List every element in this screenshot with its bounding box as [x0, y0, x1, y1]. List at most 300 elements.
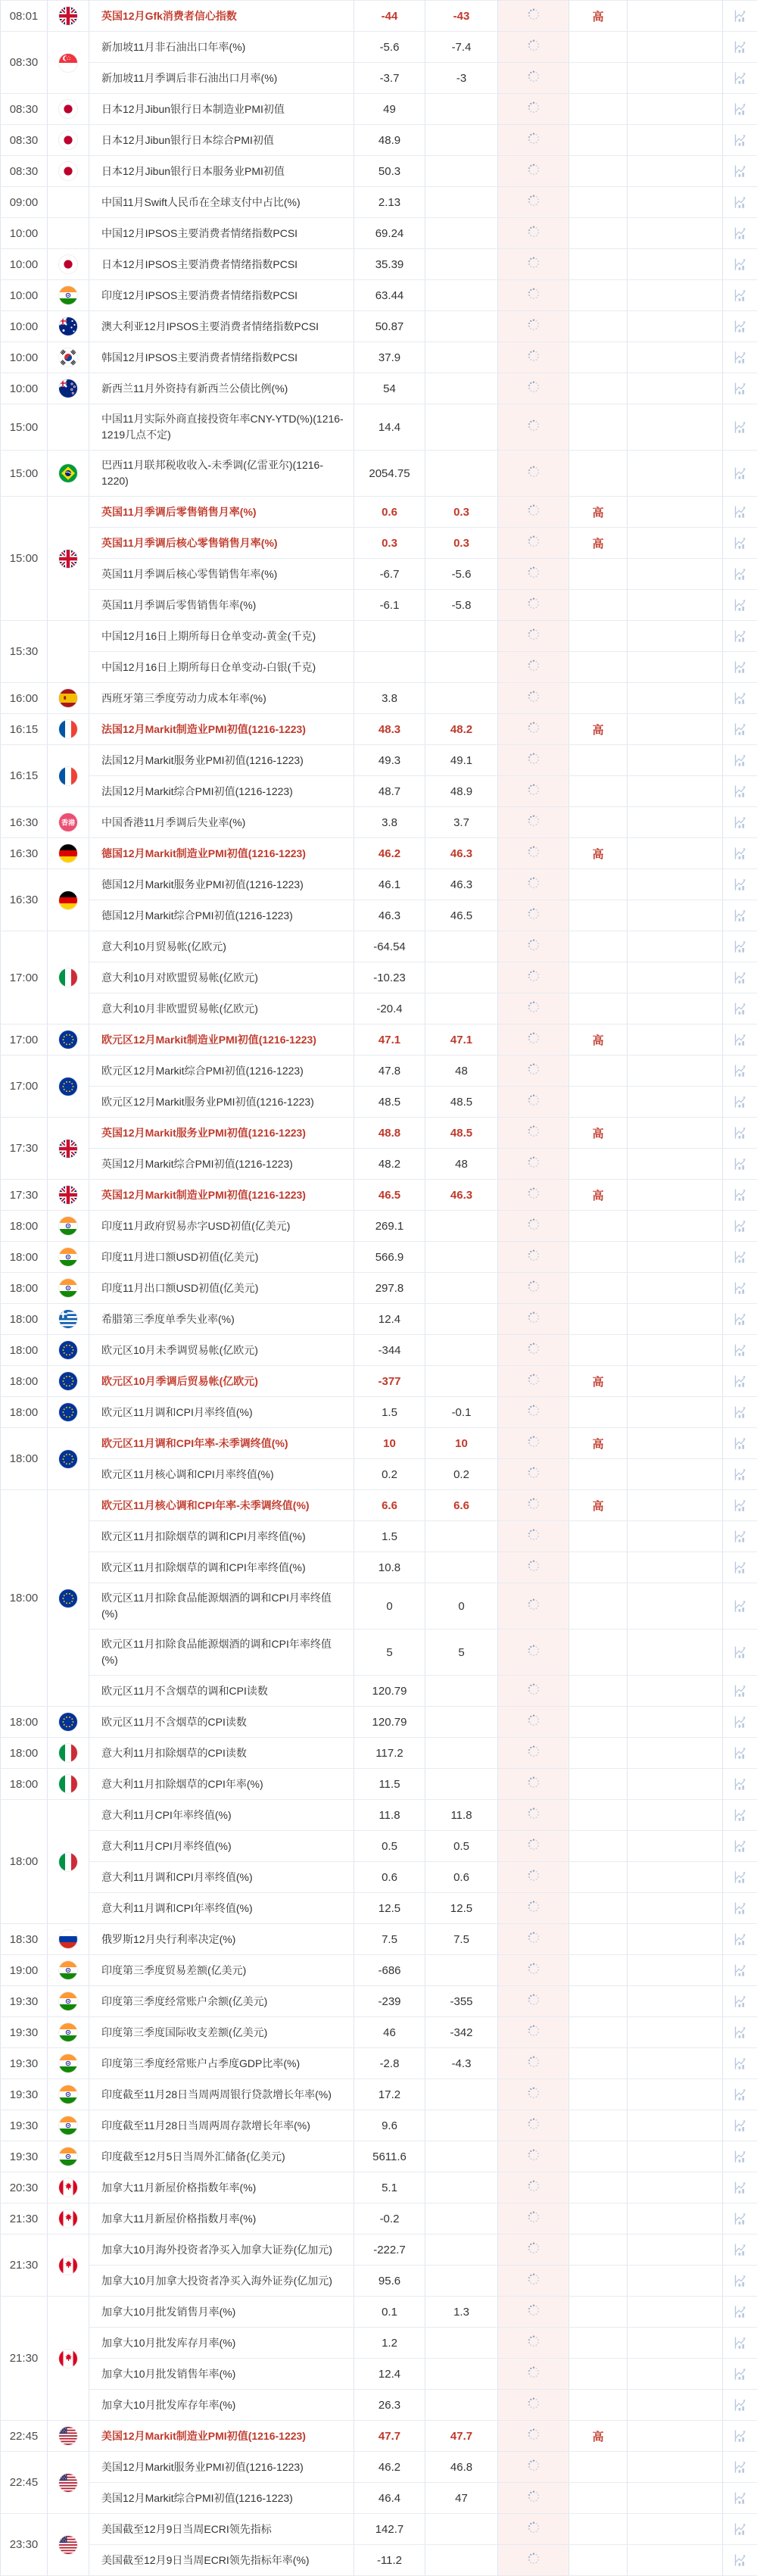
chart-button[interactable]	[733, 1001, 748, 1016]
chart-button[interactable]	[733, 1280, 748, 1296]
loading-spinner-icon	[527, 1598, 540, 1615]
loading-spinner-icon	[527, 1031, 540, 1049]
importance-badge	[569, 1149, 628, 1180]
chart-button[interactable]	[733, 1932, 748, 1947]
trend-cell	[628, 2266, 723, 2297]
chart-button[interactable]	[733, 1374, 748, 1389]
chart-button[interactable]	[733, 1405, 748, 1420]
importance-badge	[569, 1273, 628, 1304]
trend-cell	[628, 1397, 723, 1428]
importance-badge	[569, 125, 628, 156]
line-chart-icon	[733, 1343, 748, 1358]
previous-value: 0	[354, 1583, 425, 1629]
actual-value-pending-cell	[498, 869, 569, 900]
importance-badge	[569, 2266, 628, 2297]
country-flag-cell	[48, 2110, 89, 2141]
actual-value-pending-cell	[498, 590, 569, 621]
chart-button[interactable]	[733, 466, 748, 481]
trend-cell	[628, 156, 723, 187]
forecast-value: 48	[425, 1149, 498, 1180]
event-row	[1, 931, 757, 962]
trend-cell	[628, 2359, 723, 2390]
event-time: 15:30	[1, 621, 48, 683]
event-time: 18:00	[1, 1769, 48, 1800]
chart-button[interactable]	[733, 2087, 748, 2102]
chart-button[interactable]	[733, 660, 748, 675]
country-flag-cell	[48, 94, 89, 125]
chart-button[interactable]	[733, 257, 748, 272]
importance-badge: 高	[569, 2421, 628, 2452]
chart-button[interactable]	[733, 1870, 748, 1885]
importance-badge	[569, 962, 628, 993]
chart-cell	[723, 1024, 757, 1056]
chart-cell	[723, 1955, 757, 1986]
chart-button[interactable]	[733, 1645, 748, 1660]
chart-button[interactable]	[733, 1807, 748, 1823]
chart-button[interactable]	[733, 908, 748, 923]
loading-spinner-icon	[527, 1714, 540, 1731]
line-chart-icon	[733, 970, 748, 985]
forecast-value: 48.2	[425, 714, 498, 745]
event-row	[1, 1583, 757, 1629]
event-row	[1, 838, 757, 869]
loading-spinner-icon	[527, 690, 540, 707]
chart-button[interactable]	[733, 1125, 748, 1140]
country-flag-cell	[48, 497, 89, 621]
chart-button[interactable]	[733, 164, 748, 179]
line-chart-icon	[733, 691, 748, 706]
chart-button[interactable]	[733, 2490, 748, 2506]
event-row	[1, 1087, 757, 1118]
actual-value-pending-cell	[498, 2141, 569, 2172]
chart-cell	[723, 2328, 757, 2359]
chart-button[interactable]	[733, 1745, 748, 1760]
flag-in-icon	[59, 2054, 77, 2072]
chart-button[interactable]	[733, 846, 748, 861]
event-name: 中国11月实际外商直接投资年率CNY-YTD(%)(1216-1219几点不定)	[89, 404, 354, 451]
actual-value-pending-cell	[498, 125, 569, 156]
chart-button[interactable]	[733, 39, 748, 55]
event-name: 美国12月Markit制造业PMI初值(1216-1223)	[89, 2421, 354, 2452]
event-time: 22:45	[1, 2452, 48, 2514]
previous-value: 48.5	[354, 1087, 425, 1118]
chart-button[interactable]	[733, 877, 748, 892]
previous-value: 46.1	[354, 869, 425, 900]
line-chart-icon	[733, 2428, 748, 2443]
event-name: 德国12月Markit服务业PMI初值(1216-1223)	[89, 869, 354, 900]
line-chart-icon	[733, 1374, 748, 1389]
previous-value: 48.2	[354, 1149, 425, 1180]
line-chart-icon	[733, 1683, 748, 1698]
line-chart-icon	[733, 1125, 748, 1140]
chart-button[interactable]	[733, 1249, 748, 1265]
flag-de-icon	[59, 891, 77, 909]
chart-button[interactable]	[733, 2211, 748, 2226]
chart-button[interactable]	[733, 2428, 748, 2443]
chart-button[interactable]	[733, 2025, 748, 2040]
event-name: 欧元区12月Markit制造业PMI初值(1216-1223)	[89, 1024, 354, 1056]
flag-hk-icon	[59, 813, 77, 831]
chart-button[interactable]	[733, 1994, 748, 2009]
chart-button[interactable]	[733, 2118, 748, 2133]
importance-badge: 高	[569, 1180, 628, 1211]
chart-button[interactable]	[733, 597, 748, 613]
chart-button[interactable]	[733, 722, 748, 737]
chart-cell	[723, 559, 757, 590]
trend-cell	[628, 683, 723, 714]
importance-badge	[569, 2297, 628, 2328]
actual-value-pending-cell	[498, 528, 569, 559]
event-time: 10:00	[1, 373, 48, 404]
chart-cell	[723, 1800, 757, 1831]
importance-badge	[569, 869, 628, 900]
chart-button[interactable]	[733, 1776, 748, 1792]
flag-it-icon	[59, 1744, 77, 1762]
chart-button[interactable]	[733, 1343, 748, 1358]
previous-value: 48.3	[354, 714, 425, 745]
chart-button[interactable]	[733, 1498, 748, 1513]
actual-value-pending-cell	[498, 94, 569, 125]
loading-spinner-icon	[527, 70, 540, 87]
line-chart-icon	[733, 1932, 748, 1947]
chart-button[interactable]	[733, 2304, 748, 2319]
previous-value: 47.7	[354, 2421, 425, 2452]
chart-button[interactable]	[733, 628, 748, 644]
flag-eu-icon	[59, 1031, 77, 1049]
loading-spinner-icon	[527, 1311, 540, 1328]
importance-badge	[569, 2328, 628, 2359]
forecast-value: 0.5	[425, 1831, 498, 1862]
forecast-value: 5	[425, 1629, 498, 1676]
trend-cell	[628, 63, 723, 94]
line-chart-icon	[733, 597, 748, 613]
event-time: 16:30	[1, 838, 48, 869]
actual-value-pending-cell	[498, 2390, 569, 2421]
loading-spinner-icon	[527, 1497, 540, 1514]
chart-button[interactable]	[733, 2397, 748, 2412]
loading-spinner-icon	[527, 256, 540, 273]
importance-badge: 高	[569, 528, 628, 559]
importance-badge: 高	[569, 714, 628, 745]
country-flag-cell	[48, 451, 89, 497]
trend-cell	[628, 1273, 723, 1304]
chart-button[interactable]	[733, 2242, 748, 2257]
chart-cell	[723, 1056, 757, 1087]
event-time: 16:30	[1, 807, 48, 838]
chart-button[interactable]	[733, 2273, 748, 2288]
line-chart-icon	[733, 1994, 748, 2009]
chart-button[interactable]	[733, 2180, 748, 2195]
chart-cell	[723, 652, 757, 683]
trend-cell	[628, 2172, 723, 2203]
importance-badge	[569, 2390, 628, 2421]
importance-badge	[569, 2545, 628, 2576]
event-name: 加拿大10月批发销售年率(%)	[89, 2359, 354, 2390]
loading-spinner-icon	[527, 876, 540, 893]
flag-in-icon	[59, 286, 77, 304]
line-chart-icon	[733, 1714, 748, 1729]
importance-badge	[569, 1242, 628, 1273]
flag-eu-icon	[59, 1589, 77, 1608]
loading-spinner-icon	[527, 419, 540, 436]
chart-button[interactable]	[733, 101, 748, 117]
chart-button[interactable]	[733, 2553, 748, 2568]
flag-eu-icon	[59, 1403, 77, 1421]
chart-button[interactable]	[733, 1714, 748, 1729]
actual-value-pending-cell	[498, 900, 569, 931]
chart-cell	[723, 218, 757, 249]
chart-button[interactable]	[733, 566, 748, 582]
previous-value: 11.8	[354, 1800, 425, 1831]
actual-value-pending-cell	[498, 156, 569, 187]
chart-button[interactable]	[733, 2149, 748, 2164]
event-row	[1, 2359, 757, 2390]
previous-value: 95.6	[354, 2266, 425, 2297]
chart-cell	[723, 1521, 757, 1552]
importance-badge	[569, 1831, 628, 1862]
forecast-value: -342	[425, 2017, 498, 2048]
chart-button[interactable]	[733, 1963, 748, 1978]
event-name: 新加坡11月季调后非石油出口月率(%)	[89, 63, 354, 94]
trend-cell	[628, 1800, 723, 1831]
forecast-value	[425, 94, 498, 125]
chart-cell	[723, 373, 757, 404]
trend-cell	[628, 621, 723, 652]
actual-value-pending-cell	[498, 63, 569, 94]
event-name: 印度第三季度国际收支差额(亿美元)	[89, 2017, 354, 2048]
flag-in-icon	[59, 1248, 77, 1266]
chart-button[interactable]	[733, 1311, 748, 1327]
chart-button[interactable]	[733, 2521, 748, 2537]
line-chart-icon	[733, 419, 748, 435]
chart-button[interactable]	[733, 70, 748, 86]
importance-badge	[569, 2110, 628, 2141]
chart-button[interactable]	[733, 1187, 748, 1202]
trend-cell	[628, 652, 723, 683]
loading-spinner-icon	[527, 2521, 540, 2538]
trend-cell	[628, 931, 723, 962]
trend-cell	[628, 1769, 723, 1800]
trend-cell	[628, 1118, 723, 1149]
flag-gb-icon	[59, 7, 77, 25]
loading-spinner-icon	[527, 814, 540, 831]
chart-button[interactable]	[733, 535, 748, 550]
loading-spinner-icon	[527, 504, 540, 521]
line-chart-icon	[733, 2149, 748, 2164]
forecast-value: 48.5	[425, 1118, 498, 1149]
event-time: 17:00	[1, 1024, 48, 1056]
event-row	[1, 900, 757, 931]
flag-es-icon	[59, 689, 77, 707]
chart-cell	[723, 1862, 757, 1893]
line-chart-icon	[733, 1529, 748, 1544]
forecast-value: -43	[425, 1, 498, 32]
importance-badge	[569, 1893, 628, 1924]
chart-button[interactable]	[733, 753, 748, 768]
previous-value: 46.2	[354, 2452, 425, 2483]
chart-button[interactable]	[733, 1560, 748, 1575]
event-row	[1, 1273, 757, 1304]
chart-button[interactable]	[733, 350, 748, 365]
line-chart-icon	[733, 504, 748, 519]
loading-spinner-icon	[527, 721, 540, 738]
chart-button[interactable]	[733, 815, 748, 830]
chart-button[interactable]	[733, 319, 748, 334]
importance-badge	[569, 1087, 628, 1118]
importance-badge: 高	[569, 1428, 628, 1459]
forecast-value	[425, 280, 498, 311]
chart-button[interactable]	[733, 1683, 748, 1698]
event-row	[1, 1118, 757, 1149]
event-time: 10:00	[1, 218, 48, 249]
event-name: 日本12月Jibun银行日本制造业PMI初值	[89, 94, 354, 125]
country-flag-cell	[48, 2235, 89, 2297]
chart-button[interactable]	[733, 1467, 748, 1482]
flag-it-icon	[59, 1775, 77, 1793]
chart-cell	[723, 1986, 757, 2017]
event-row	[1, 993, 757, 1024]
forecast-value	[425, 1521, 498, 1552]
importance-badge	[569, 2172, 628, 2203]
event-row	[1, 652, 757, 683]
chart-button[interactable]	[733, 1529, 748, 1544]
forecast-value: 47.7	[425, 2421, 498, 2452]
event-name: 欧元区11月调和CPI月率终值(%)	[89, 1397, 354, 1428]
importance-badge	[569, 249, 628, 280]
event-row	[1, 1629, 757, 1676]
forecast-value	[425, 1552, 498, 1583]
chart-button[interactable]	[733, 1156, 748, 1171]
importance-badge	[569, 1676, 628, 1707]
country-flag-cell	[48, 32, 89, 94]
line-chart-icon	[733, 1498, 748, 1513]
importance-badge	[569, 559, 628, 590]
forecast-value	[425, 1304, 498, 1335]
chart-button[interactable]	[733, 2335, 748, 2350]
loading-spinner-icon	[527, 2055, 540, 2072]
chart-button[interactable]	[733, 784, 748, 799]
event-row	[1, 187, 757, 218]
flag-gb-icon	[59, 1186, 77, 1204]
trend-cell	[628, 1676, 723, 1707]
chart-cell	[723, 2048, 757, 2079]
chart-button[interactable]	[733, 226, 748, 241]
event-row	[1, 1676, 757, 1707]
chart-cell	[723, 1459, 757, 1490]
flag-eu-icon	[59, 1341, 77, 1359]
trend-cell	[628, 2452, 723, 2483]
chart-cell	[723, 1583, 757, 1629]
line-chart-icon	[733, 535, 748, 550]
country-flag-cell	[48, 1366, 89, 1397]
flag-in-icon	[59, 2147, 77, 2166]
previous-value: 269.1	[354, 1211, 425, 1242]
forecast-value: 48	[425, 1056, 498, 1087]
chart-cell	[723, 2514, 757, 2545]
country-flag-cell	[48, 1304, 89, 1335]
event-name: 印度第三季度经常账户占季度GDP比率(%)	[89, 2048, 354, 2079]
chart-button[interactable]	[733, 419, 748, 435]
chart-button[interactable]	[733, 1094, 748, 1109]
trend-cell	[628, 776, 723, 807]
event-name: 加拿大10月批发库存月率(%)	[89, 2328, 354, 2359]
country-flag-cell	[48, 2297, 89, 2421]
trend-cell	[628, 2297, 723, 2328]
event-row	[1, 2483, 757, 2514]
previous-value: 5611.6	[354, 2141, 425, 2172]
line-chart-icon	[733, 39, 748, 55]
trend-cell	[628, 1335, 723, 1366]
flag-eu-icon	[59, 1372, 77, 1390]
country-flag-cell	[48, 2514, 89, 2576]
forecast-value: 48.5	[425, 1087, 498, 1118]
previous-value: -6.7	[354, 559, 425, 590]
chart-button[interactable]	[733, 1063, 748, 1078]
flag-it-icon	[59, 968, 77, 987]
chart-button[interactable]	[733, 2366, 748, 2381]
line-chart-icon	[733, 8, 748, 23]
line-chart-icon	[733, 257, 748, 272]
event-time: 10:00	[1, 311, 48, 342]
loading-spinner-icon	[527, 318, 540, 335]
event-row	[1, 280, 757, 311]
loading-spinner-icon	[527, 1838, 540, 1855]
chart-cell	[723, 2235, 757, 2266]
importance-badge	[569, 1738, 628, 1769]
event-name: 欧元区11月核心调和CPI年率-未季调终值(%)	[89, 1490, 354, 1521]
line-chart-icon	[733, 1311, 748, 1327]
event-row	[1, 1862, 757, 1893]
chart-button[interactable]	[733, 2459, 748, 2475]
forecast-value	[425, 2266, 498, 2297]
chart-button[interactable]	[733, 1838, 748, 1854]
forecast-value: 10	[425, 1428, 498, 1459]
chart-button[interactable]	[733, 1032, 748, 1047]
chart-button[interactable]	[733, 939, 748, 954]
chart-button[interactable]	[733, 1218, 748, 1233]
actual-value-pending-cell	[498, 2203, 569, 2235]
event-name: 欧元区11月不含烟草的调和CPI读数	[89, 1676, 354, 1707]
event-row	[1, 1707, 757, 1738]
chart-button[interactable]	[733, 133, 748, 148]
importance-badge: 高	[569, 1118, 628, 1149]
event-name: 印度11月进口额USD初值(亿美元)	[89, 1242, 354, 1273]
chart-button[interactable]	[733, 195, 748, 210]
forecast-value: -5.8	[425, 590, 498, 621]
chart-button[interactable]	[733, 1436, 748, 1451]
chart-button[interactable]	[733, 2056, 748, 2071]
loading-spinner-icon	[527, 465, 540, 482]
chart-button[interactable]	[733, 691, 748, 706]
forecast-value	[425, 621, 498, 652]
chart-button[interactable]	[733, 381, 748, 396]
loading-spinner-icon	[527, 1528, 540, 1545]
chart-button[interactable]	[733, 1598, 748, 1614]
chart-button[interactable]	[733, 970, 748, 985]
loading-spinner-icon	[527, 132, 540, 149]
chart-button[interactable]	[733, 504, 748, 519]
loading-spinner-icon	[527, 1000, 540, 1018]
chart-button[interactable]	[733, 1901, 748, 1916]
chart-button[interactable]	[733, 8, 748, 23]
chart-cell	[723, 776, 757, 807]
chart-cell	[723, 900, 757, 931]
line-chart-icon	[733, 2366, 748, 2381]
chart-button[interactable]	[733, 288, 748, 303]
chart-cell	[723, 187, 757, 218]
event-row	[1, 1769, 757, 1800]
event-row	[1, 1738, 757, 1769]
